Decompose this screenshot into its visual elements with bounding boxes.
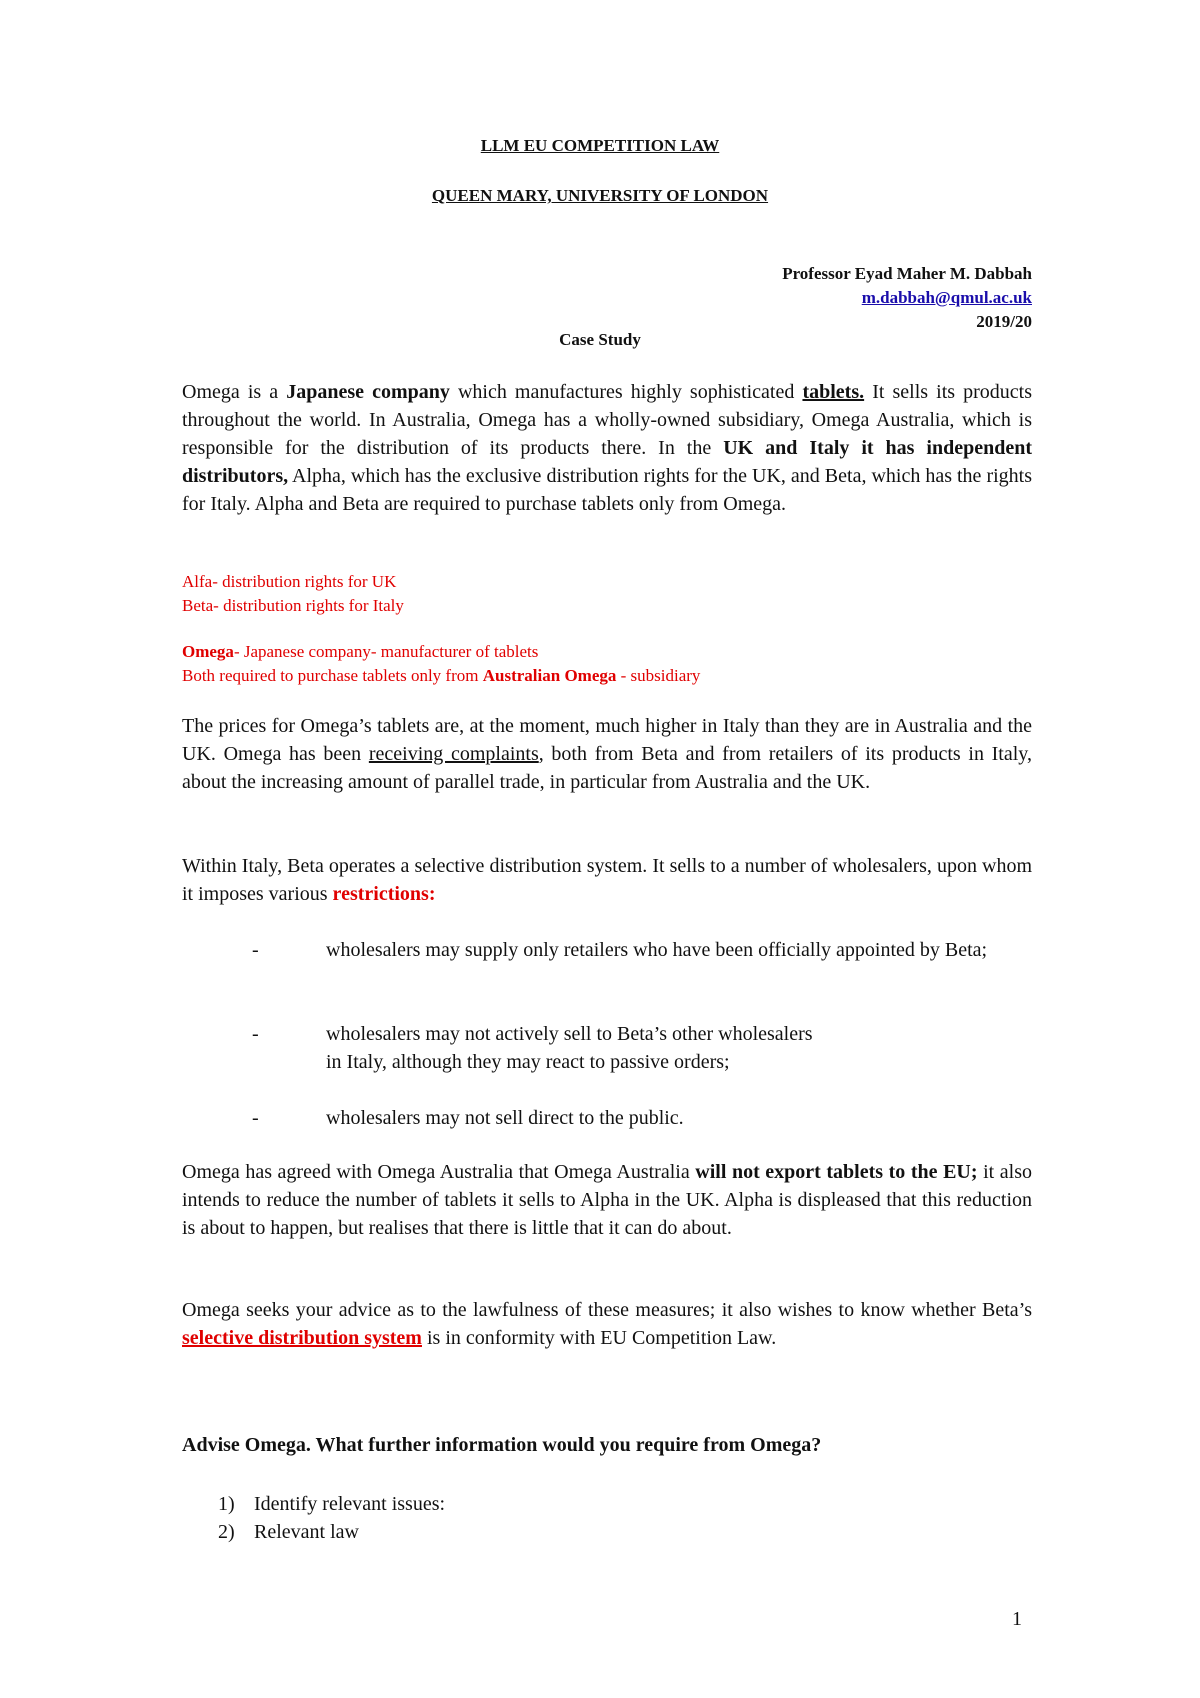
text-run: , both from Beta and from retailers of its products in Italy, about the increasing amount of parallel trade, in particular from Australia and the UK. [182,743,1032,793]
list-text: Identify relevant issues: [254,1493,446,1515]
restriction-text [326,1020,1032,1076]
text-run: Omega seeks your advice as to the lawfulness of these measures; it also wishes to know whether Beta’s [182,1299,1032,1321]
text-run: - subsidiary [616,666,701,685]
text-run: is in conformity with EU Competition Law. [421,1327,777,1349]
paragraph-selective-distribution [182,852,1032,908]
bold-run: Australian Omega [482,666,617,685]
red-notes-distribution [182,570,1032,618]
text-run: Alpha, which has the exclusive distribution rights for the UK, and Beta, which has the rights for Italy. Alpha and Beta are required to purchase tablets only from Omega. [182,465,1032,515]
text-run: it also intends to reduce the number of tablets it sells to Alpha in the UK. Alpha is displeased that this reduction is about to happen, but realises that there is little that it can do about. [182,1161,1032,1239]
text-run: in Italy, although they may react to passive orders; [326,1051,730,1073]
bold-run: UK and Italy it has independent distributors, [182,437,1032,487]
paragraph-prices [182,712,1032,796]
text-run: wholesalers may not actively sell to Beta’s other wholesalers [326,1023,813,1045]
author-name: Professor Eyad Maher M. Dabbah [782,264,1032,283]
bold-run: Omega [182,642,234,661]
course-title: LLM EU COMPETITION LAW [480,136,720,155]
list-text: Relevant law [254,1521,359,1543]
question-heading: Advise Omega. What further information would you require from Omega? [182,1434,822,1456]
case-study-title: Case Study [559,330,641,349]
restriction-text: wholesalers may not sell direct to the public. [326,1107,684,1129]
bullet-dash: - [252,939,259,961]
note-line: Beta- distribution rights for Italy [182,596,404,615]
steps-list [218,1490,445,1546]
bold-run: Japanese company [286,381,450,403]
red-bold-underlined-run: selective distribution system [182,1327,422,1349]
bullet-dash: - [252,1107,259,1129]
list-item [218,1490,445,1518]
list-number: 1) [218,1493,235,1515]
list-number: 2) [218,1521,235,1543]
paragraph-export-agreement [182,1158,1032,1242]
page-number: 1 [1012,1608,1022,1630]
text-run: The prices for Omega’s tablets are, at the moment, much higher in Italy than they are in Australia and the UK. Omega has been [182,715,1032,765]
institution-title: QUEEN MARY, UNIVERSITY OF LONDON [431,186,769,205]
text-run: Omega is a [182,381,287,403]
red-bold-run: restrictions: [332,883,436,905]
academic-year: 2019/20 [976,312,1032,331]
author-email-link[interactable]: m.dabbah@qmul.ac.uk [861,288,1032,307]
text-run: Within Italy, Beta operates a selective distribution system. It sells to a number of wholesalers, upon whom it imposes various [182,855,1032,905]
restriction-text: wholesalers may supply only retailers who have been officially appointed by Beta; [326,939,988,961]
bullet-dash: - [252,1023,259,1045]
bold-underlined-run: tablets. [802,381,865,403]
text-run: - Japanese company- manufacturer of tablets [233,642,539,661]
author-block [782,262,1032,334]
note-line [182,664,1032,688]
text-run: Omega has agreed with Omega Australia that Omega Australia [182,1161,696,1183]
paragraph-advice-request [182,1296,1032,1352]
bold-run: will not export tablets to the EU; [695,1161,978,1183]
red-notes-omega [182,640,1032,688]
note-line: Alfa- distribution rights for UK [182,572,397,591]
underlined-run: receiving complaints [368,743,539,765]
list-item [218,1518,445,1546]
paragraph-intro [182,378,1032,518]
text-run: which manufactures highly sophisticated [449,381,803,403]
text-run: It sells its products throughout the world. In Australia, Omega has a wholly-owned subsidiary, Omega Australia, which is responsible for the distribution of its products there. In the [182,381,1033,459]
text-run: Both required to purchase tablets only from [182,666,483,685]
note-line [182,640,1032,664]
